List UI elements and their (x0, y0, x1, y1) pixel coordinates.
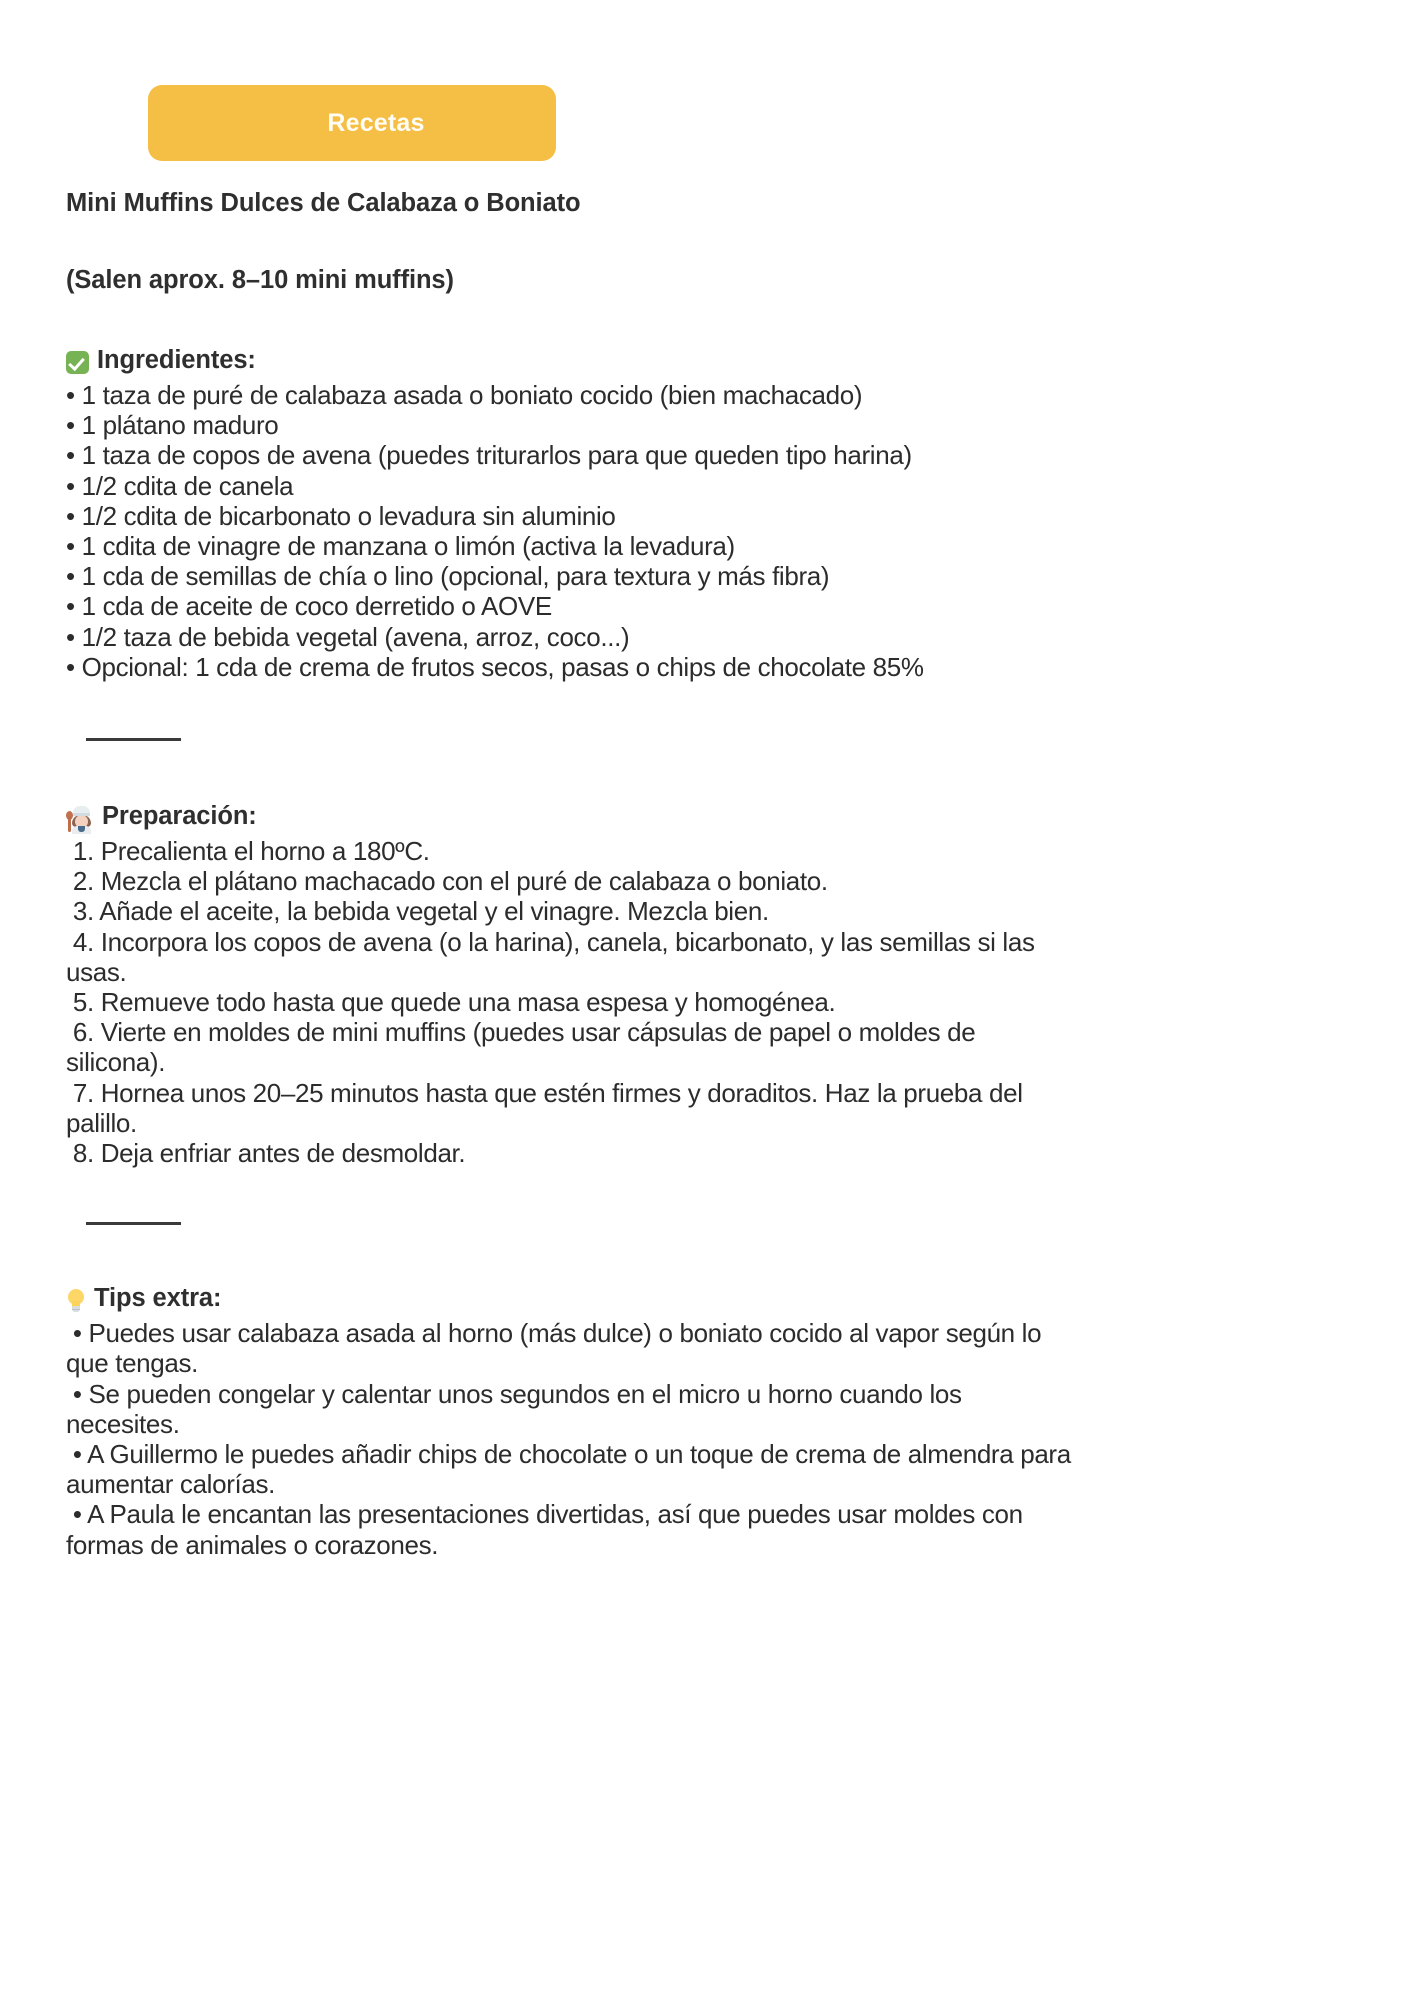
divider-1-wrap (66, 738, 1076, 741)
page-title: Mini Muffins Dulces de Calabaza o Boniato (66, 189, 581, 217)
list-item: • 1 cdita de vinagre de manzana o limón (activa la levadura) (66, 531, 735, 562)
document-body (66, 186, 1076, 1560)
tips-heading-text: Tips extra: (94, 1284, 222, 1313)
woman-cook-icon (66, 806, 94, 833)
list-item: • Puedes usar calabaza asada al horno (más dulce) o boniato cocido al vapor según lo que tengas. (66, 1318, 1049, 1379)
list-item: • 1 taza de puré de calabaza asada o boniato cocido (bien machacado) (66, 380, 863, 410)
list-item: • A Guillermo le puedes añadir chips de chocolate o un toque de crema de almendra para aumentar calorías. (66, 1439, 1078, 1500)
list-item: • 1 taza de copos de avena (puedes triturarlos para que queden tipo harina) (66, 440, 912, 471)
section-ingredientes (66, 344, 1076, 682)
ingredientes-list (66, 380, 1076, 682)
list-item: • 1 cda de semillas de chía o lino (opcional, para textura y más fibra) (66, 561, 830, 592)
list-item: 1. Precalienta el horno a 180ºC. (66, 836, 430, 867)
list-item: • Se pueden congelar y calentar unos segundos en el micro u horno cuando los necesites. (66, 1378, 969, 1439)
page-subtitle: (Salen aprox. 8–10 mini muffins) (66, 266, 454, 294)
tips-heading (66, 1282, 1076, 1315)
divider-2-wrap (66, 1222, 1076, 1225)
section-preparacion (66, 800, 1076, 1168)
banner-label: Recetas (327, 108, 425, 137)
light-bulb-icon (66, 1289, 86, 1314)
section-divider (86, 1222, 181, 1225)
list-item: • 1/2 cdita de bicarbonato o levadura sin aluminio (66, 500, 616, 531)
recetas-banner (148, 85, 556, 161)
section-divider (86, 738, 181, 741)
list-item: • 1/2 cdita de canela (66, 470, 294, 501)
list-item: • 1/2 taza de bebida vegetal (avena, arroz, coco...) (66, 621, 630, 652)
list-item: 2. Mezcla el plátano machacado con el puré de calabaza o boniato. (66, 866, 828, 897)
section-tips-extra (66, 1282, 1076, 1560)
list-item: 5. Remueve todo hasta que quede una masa espesa y homogénea. (66, 987, 836, 1018)
tips-list (66, 1318, 1076, 1560)
preparacion-heading (66, 800, 1076, 833)
list-item: 4. Incorpora los copos de avena (o la harina), canela, bicarbonato, y las semillas si las usas. (66, 926, 1042, 987)
preparacion-list (66, 836, 1076, 1168)
list-item: 8. Deja enfriar antes de desmoldar. (66, 1138, 466, 1169)
list-item: 7. Hornea unos 20–25 minutos hasta que estén firmes y doraditos. Haz la prueba del palillo. (66, 1077, 1030, 1138)
list-item: • Opcional: 1 cda de crema de frutos secos, pasas o chips de chocolate 85% (66, 651, 924, 682)
list-item: 3. Añade el aceite, la bebida vegetal y el vinagre. Mezcla bien. (66, 896, 769, 927)
list-item: • 1 cda de aceite de coco derretido o AOVE (66, 591, 552, 622)
list-item: 6. Vierte en moldes de mini muffins (puedes usar cápsulas de papel o moldes de silicona). (66, 1017, 983, 1078)
list-item: • 1 plátano maduro (66, 410, 279, 441)
ingredientes-heading (66, 344, 1076, 377)
ingredientes-heading-text: Ingredientes: (97, 346, 256, 374)
preparacion-heading-text: Preparación: (102, 802, 257, 831)
list-item: • A Paula le encantan las presentaciones divertidas, así que puedes usar moldes con formas de animales o corazones. (66, 1499, 1030, 1560)
white-check-mark-icon (66, 351, 89, 374)
